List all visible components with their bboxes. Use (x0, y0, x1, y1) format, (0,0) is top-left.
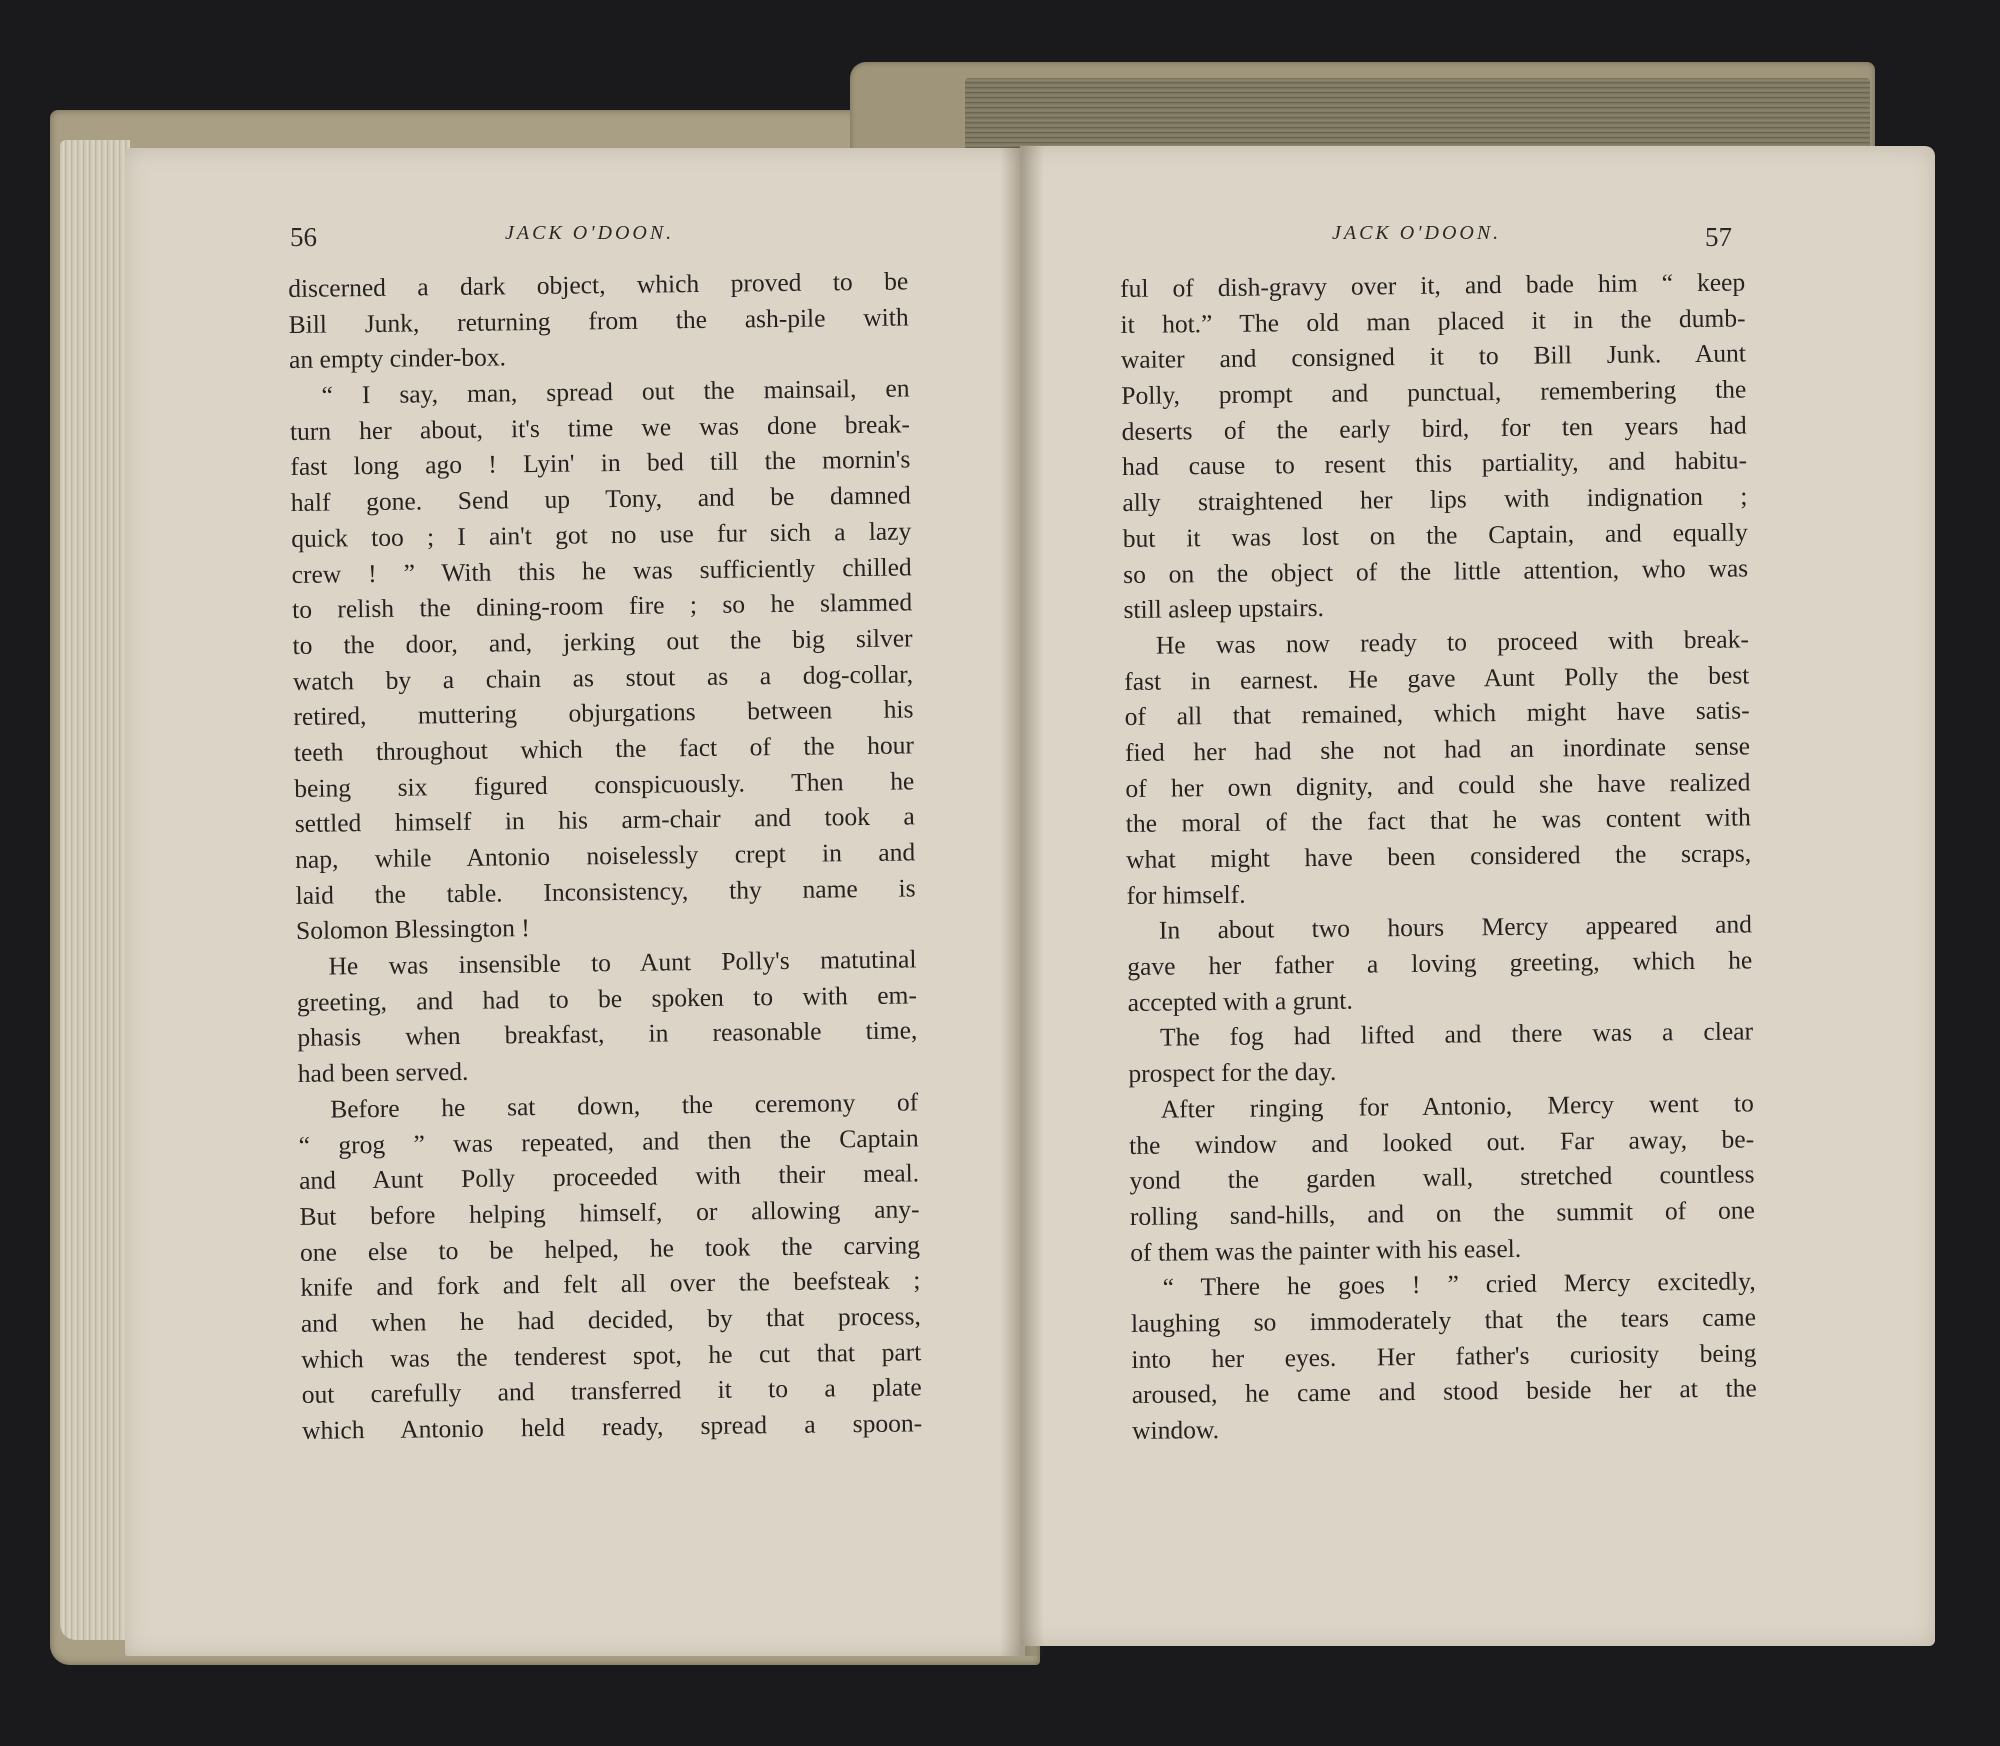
right-page-number: 57 (1705, 222, 1732, 252)
text-line: turn her about, it's time we was done break- (289, 409, 911, 446)
text-line: and Aunt Polly proceeded with their meal. (298, 1158, 920, 1196)
text-line: had cause to resent this partiality, and habitu- (1121, 445, 1748, 482)
text-line: But before helping himself, or allowing any- (299, 1194, 920, 1231)
text-line: knife and fork and felt all over the beefsteak ; (300, 1265, 921, 1303)
text-line: the window and looked out. Far away, be- (1129, 1123, 1755, 1160)
text-line: of all that remained, which might have satis- (1124, 695, 1750, 732)
text-line: it hot.” The old man placed it in the dumb- (1120, 303, 1746, 339)
left-page-text (288, 263, 922, 1448)
text-line: aroused, he came and stood beside her at the (1131, 1373, 1757, 1410)
text-line: yond the garden wall, stretched countless (1129, 1159, 1755, 1196)
text-line: the moral of the fact that he was content with (1125, 802, 1751, 839)
text-line: settled himself in his arm-chair and took a (294, 801, 915, 839)
text-line: what might have been considered the scraps, (1126, 838, 1752, 874)
text-line: crew ! ” With this he was sufficiently chilled (291, 551, 912, 589)
text-line: fied her had she not had an inordinate sense (1124, 731, 1751, 767)
text-line: “ grog ” was repeated, and then the Captain (298, 1122, 919, 1160)
text-line: teeth throughout which the fact of the hour (293, 730, 915, 767)
text-line: but it was lost on the Captain, and equally (1122, 517, 1748, 553)
text-line: phasis when breakfast, in reasonable time, (297, 1015, 918, 1053)
text-line: half gone. Send up Tony, and be damned (290, 480, 911, 518)
text-line: laughing so immoderately that the tears came (1130, 1302, 1757, 1338)
text-line: Solomon Blessington ! (295, 913, 531, 946)
left-page-number: 56 (290, 222, 317, 252)
text-line: prospect for the day. (1128, 1056, 1337, 1089)
text-line: Before he sat down, the ceremony of (330, 1087, 919, 1124)
text-line: fast in earnest. He gave Aunt Polly the best (1124, 659, 1750, 696)
text-line: “ I say, man, spread out the mainsail, en (321, 373, 910, 410)
text-line: Bill Junk, returning from the ash-pile with (288, 302, 909, 339)
text-line: discerned a dark object, which proved to be (288, 266, 909, 303)
text-line: fast long ago ! Lyin' in bed till the mornin's (290, 444, 911, 482)
text-line: accepted with a grunt. (1127, 985, 1353, 1017)
text-line: to the door, and, jerking out the big silver (292, 623, 913, 660)
text-line: ful of dish-gravy over it, and bade him “ keep (1120, 267, 1746, 303)
text-line: retired, muttering objurgations between his (293, 694, 914, 732)
text-line: of her own dignity, and could she have realized (1125, 767, 1751, 803)
text-line: Polly, prompt and punctual, remembering the (1121, 374, 1747, 411)
text-line: waiter and consigned it to Bill Junk. Aunt (1120, 338, 1747, 375)
text-line: He was insensible to Aunt Polly's matutinal (328, 944, 917, 981)
book-gutter (1000, 146, 1044, 1656)
text-line: laid the table. Inconsistency, thy name is (295, 873, 916, 910)
text-line: into her eyes. Her father's curiosity being (1131, 1338, 1757, 1374)
right-page-text (1120, 264, 1757, 1448)
text-line: After ringing for Antonio, Mercy went to (1160, 1088, 1754, 1124)
text-line: window. (1131, 1415, 1220, 1445)
text-line: had been served. (297, 1056, 469, 1089)
text-line: an empty cinder-box. (288, 342, 507, 375)
page-edges-top (965, 78, 1870, 150)
left-running-head: JACK O'DOON. (505, 222, 675, 244)
text-line: being six figured conspicuously. Then he (294, 766, 915, 803)
text-line: gave her father a loving greeting, which he (1127, 945, 1753, 982)
text-line: In about two hours Mercy appeared and (1158, 909, 1753, 946)
text-line: still asleep upstairs. (1123, 593, 1325, 625)
text-line: nap, while Antonio noiselessly crept in and (295, 837, 916, 874)
text-line: so on the object of the little attention, who was (1123, 552, 1749, 589)
text-line: out carefully and transferred it to a plate (301, 1372, 922, 1410)
text-line: for himself. (1126, 879, 1246, 910)
text-line: quick too ; I ain't got no use fur sich a lazy (291, 516, 912, 553)
text-line: greeting, and had to be spoken to with em- (296, 980, 918, 1017)
text-line: The fog had lifted and there was a clear (1159, 1016, 1754, 1053)
text-line: of them was the painter with his easel. (1130, 1233, 1522, 1267)
text-line: which was the tenderest spot, he cut that part (301, 1336, 922, 1374)
text-line: ally straightened her lips with indignation ; (1122, 481, 1748, 518)
text-line: and when he had decided, by that process, (300, 1301, 921, 1338)
text-line: “ There he goes ! ” cried Mercy excitedly, (1162, 1266, 1756, 1302)
text-line: He was now ready to proceed with break- (1155, 624, 1750, 660)
text-line: which Antonio held ready, spread a spoon- (301, 1408, 923, 1445)
text-line: to relish the dining-room fire ; so he slammed (291, 587, 913, 625)
text-line: one else to be helped, he took the carving (299, 1229, 921, 1267)
text-line: rolling sand-hills, and on the summit of one (1129, 1195, 1756, 1231)
page-edges-left (60, 140, 130, 1640)
text-line: watch by a chain as stout as a dog-collar, (292, 658, 914, 696)
text-line: deserts of the early bird, for ten years had (1121, 410, 1747, 446)
right-running-head: JACK O'DOON. (1332, 222, 1502, 244)
